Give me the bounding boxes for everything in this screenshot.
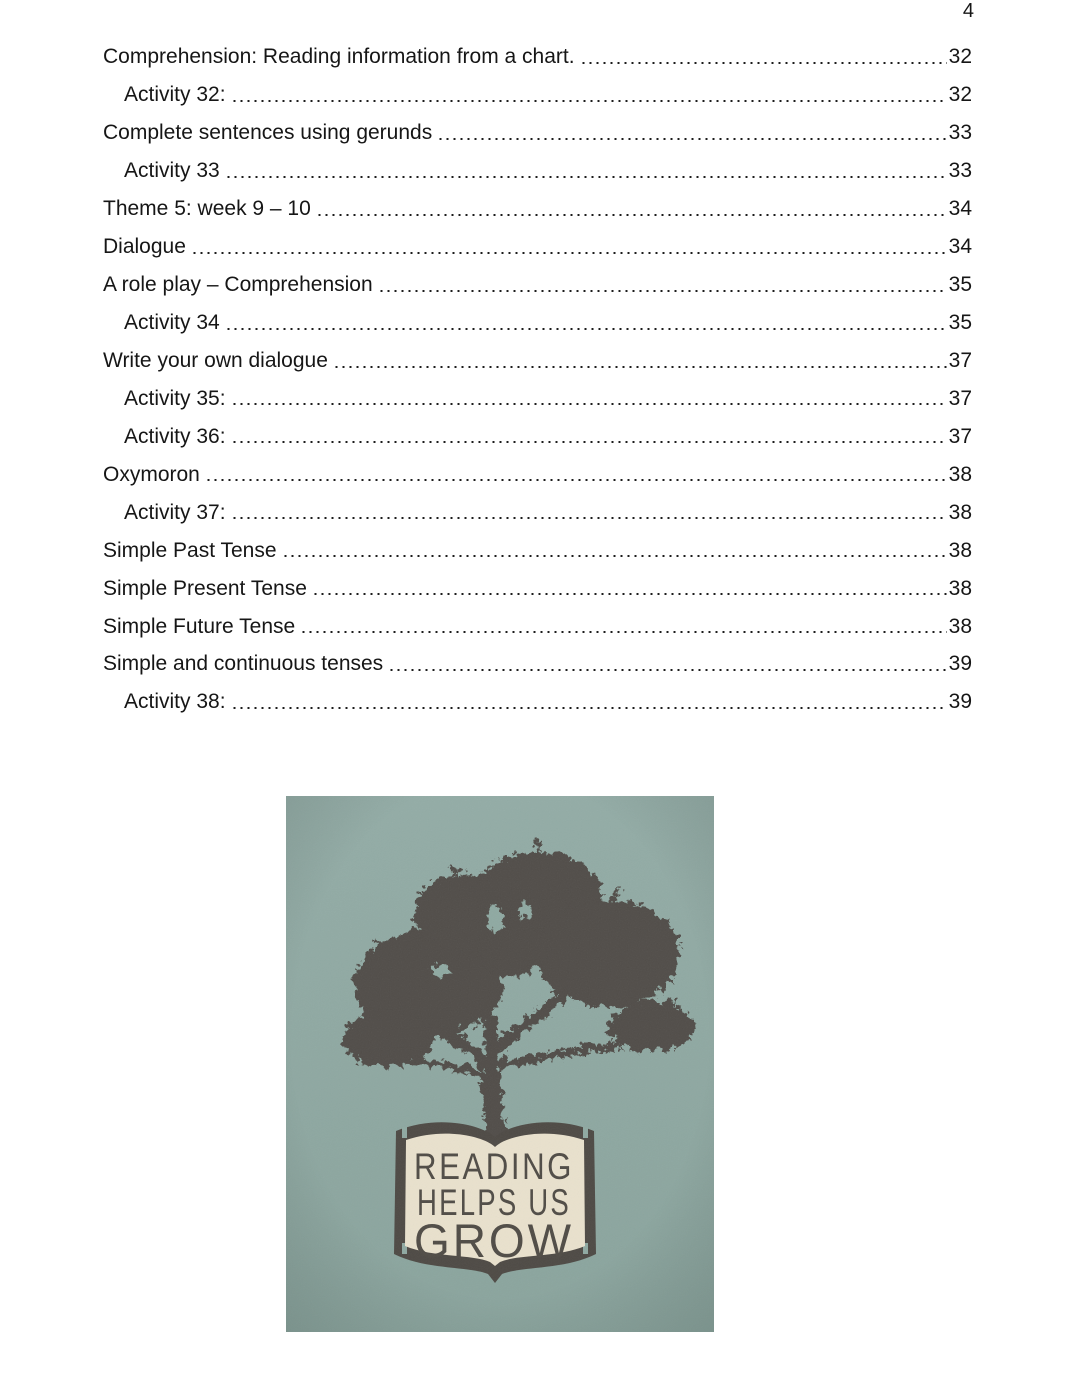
reading-poster <box>286 796 714 1332</box>
toc-dotted-leader <box>282 531 947 569</box>
toc-entry[interactable] <box>103 266 972 304</box>
toc-entry-page: 38 <box>948 614 972 638</box>
toc-entry[interactable] <box>103 569 972 607</box>
toc-dotted-leader <box>231 493 947 531</box>
toc-dotted-leader <box>378 266 947 304</box>
toc-entry-label: Write your own dialogue <box>103 348 328 372</box>
toc-entry-label: Theme 5: week 9 – 10 <box>103 197 311 221</box>
toc-entry[interactable] <box>103 152 972 190</box>
toc-dotted-leader <box>225 152 947 190</box>
toc-entry-label: Comprehension: Reading information from a chart. <box>103 45 575 69</box>
toc-entry-page: 38 <box>948 500 972 524</box>
toc-entry-page: 38 <box>948 576 972 600</box>
toc-entry-page: 32 <box>948 83 972 107</box>
toc-entry-page: 34 <box>948 197 972 221</box>
toc-entry-page: 38 <box>948 538 972 562</box>
toc-dotted-leader <box>225 304 947 342</box>
toc-entry-label: Activity 33 <box>124 159 220 183</box>
toc-entry-label: Activity 32: <box>124 83 226 107</box>
toc-entry[interactable] <box>103 304 972 342</box>
reading-poster-image <box>286 796 714 1332</box>
toc-dotted-leader <box>312 569 947 607</box>
toc-entry[interactable] <box>103 455 972 493</box>
toc-entry-label: Simple Present Tense <box>103 576 307 600</box>
toc-entry-label: Simple and continuous tenses <box>103 652 384 676</box>
toc-dotted-leader <box>300 607 946 645</box>
toc-entry-page: 34 <box>948 235 972 259</box>
toc-entry[interactable] <box>103 38 972 76</box>
toc-entry-page: 35 <box>948 273 972 297</box>
toc-entry[interactable] <box>103 228 972 266</box>
toc-dotted-leader <box>205 455 947 493</box>
toc-entry-page: 35 <box>948 311 972 335</box>
toc-entry[interactable] <box>103 379 972 417</box>
toc-dotted-leader <box>580 38 947 76</box>
toc-entry-page: 39 <box>948 652 972 676</box>
toc-entry[interactable] <box>103 493 972 531</box>
toc-dotted-leader <box>333 342 947 380</box>
toc-entry-label: Dialogue <box>103 235 186 259</box>
toc-entry-page: 32 <box>948 45 972 69</box>
toc-dotted-leader <box>437 114 946 152</box>
toc-dotted-leader <box>191 228 947 266</box>
toc-entry-label: Simple Past Tense <box>103 538 277 562</box>
toc-entry-label: A role play – Comprehension <box>103 273 373 297</box>
toc-entry[interactable] <box>103 417 972 455</box>
toc-entry-label: Activity 35: <box>124 386 226 410</box>
toc-dotted-leader <box>388 645 946 683</box>
toc-entry-page: 37 <box>948 348 972 372</box>
toc-entry-label: Oxymoron <box>103 462 200 486</box>
toc-entry-page: 37 <box>948 424 972 448</box>
toc-dotted-leader <box>231 76 947 114</box>
toc-entry[interactable] <box>103 342 972 380</box>
toc-entry-page: 33 <box>948 159 972 183</box>
toc-entry-label: Activity 34 <box>124 311 220 335</box>
toc-dotted-leader <box>231 683 947 721</box>
toc-entry[interactable] <box>103 645 972 683</box>
toc-entry-label: Activity 37: <box>124 500 226 524</box>
toc-dotted-leader <box>231 417 947 455</box>
toc-dotted-leader <box>316 190 947 228</box>
vignette-overlay <box>286 796 714 1332</box>
toc-entry-label: Activity 36: <box>124 424 226 448</box>
page-number: 4 <box>962 0 974 22</box>
toc-entry-label: Complete sentences using gerunds <box>103 121 433 145</box>
toc-entry-page: 38 <box>948 462 972 486</box>
toc-entry-page: 39 <box>948 690 972 714</box>
toc-entry-page: 37 <box>948 386 972 410</box>
toc-entry[interactable] <box>103 190 972 228</box>
toc-dotted-leader <box>231 379 947 417</box>
toc-entry[interactable] <box>103 607 972 645</box>
toc-entry-label: Simple Future Tense <box>103 614 296 638</box>
toc-entry[interactable] <box>103 76 972 114</box>
toc-entry-label: Activity 38: <box>124 690 226 714</box>
toc-entry-page: 33 <box>948 121 972 145</box>
toc-entry[interactable] <box>103 531 972 569</box>
toc-entry[interactable] <box>103 683 972 721</box>
toc-entry[interactable] <box>103 114 972 152</box>
table-of-contents <box>103 38 972 721</box>
